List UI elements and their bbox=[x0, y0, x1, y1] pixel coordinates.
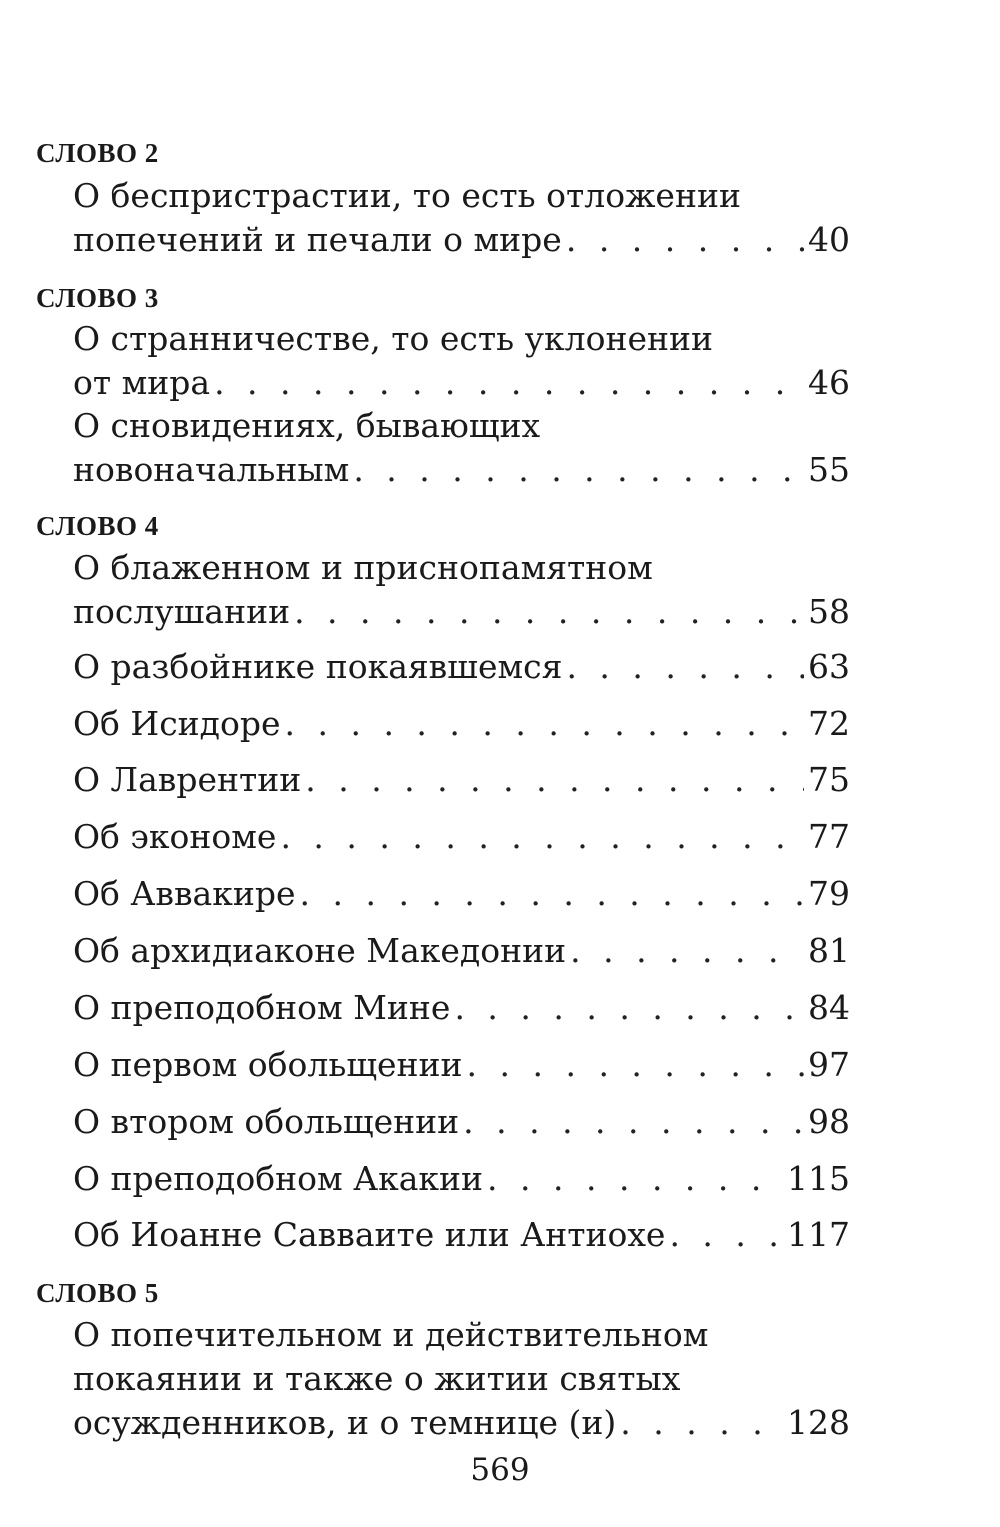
entry-title-line: Об Аввакире bbox=[73, 874, 296, 913]
page-number: 40 bbox=[808, 220, 850, 259]
entry-title-line: О сновидениях, бывающих bbox=[73, 406, 541, 445]
entry-title-line: попечений и печали о мире bbox=[73, 220, 562, 259]
entry-title-line: Об Иоанне Савваите или Антиохе bbox=[73, 1215, 666, 1254]
dot-leader bbox=[620, 1401, 783, 1445]
page-number: 115 bbox=[787, 1159, 850, 1198]
toc-entry[interactable] bbox=[73, 645, 850, 689]
entry-title-line: О преподобном Мине bbox=[73, 988, 451, 1027]
toc-entry[interactable] bbox=[73, 1313, 850, 1445]
entry-title-line: О втором обольщении bbox=[73, 1102, 460, 1141]
entry-title-line: Об Исидоре bbox=[73, 704, 281, 743]
page-number: 84 bbox=[808, 988, 850, 1027]
page-number: 79 bbox=[808, 874, 850, 913]
dot-leader bbox=[353, 448, 804, 492]
toc-entry[interactable] bbox=[73, 1043, 850, 1087]
toc-entry[interactable] bbox=[73, 174, 850, 262]
entry-title-line: О беспристрастии, то есть отложении bbox=[73, 176, 741, 215]
toc-entry[interactable] bbox=[73, 1157, 850, 1201]
toc-entry[interactable] bbox=[73, 404, 850, 492]
page-number: 98 bbox=[808, 1102, 850, 1141]
dot-leader bbox=[454, 986, 804, 1030]
section-heading: СЛОВО 3 bbox=[36, 283, 159, 313]
page-number: 128 bbox=[787, 1403, 850, 1442]
toc-entry[interactable] bbox=[73, 872, 850, 916]
page-number: 63 bbox=[808, 647, 850, 686]
section-heading: СЛОВО 2 bbox=[36, 138, 159, 168]
toc-entry[interactable] bbox=[73, 929, 850, 973]
page-number: 97 bbox=[808, 1045, 850, 1084]
toc-entry[interactable] bbox=[73, 815, 850, 859]
page-number: 117 bbox=[787, 1215, 850, 1254]
page-number: 72 bbox=[808, 704, 850, 743]
toc-entry[interactable] bbox=[73, 1100, 850, 1144]
entry-title-line: от мира bbox=[73, 363, 211, 402]
entry-title-line: послушании bbox=[73, 592, 291, 631]
toc-entry[interactable] bbox=[73, 758, 850, 802]
entry-title-line: Об экономе bbox=[73, 817, 277, 856]
toc-entry[interactable] bbox=[73, 702, 850, 746]
entry-title-line: О блаженном и приснопамятном bbox=[73, 548, 653, 587]
entry-title-line: О Лаврентии bbox=[73, 760, 302, 799]
page-number: 81 bbox=[808, 931, 850, 970]
toc-entry[interactable] bbox=[73, 1213, 850, 1257]
entry-title-line: О первом обольщении bbox=[73, 1045, 463, 1084]
entry-title-line: О попечительном и действительном bbox=[73, 1315, 709, 1354]
dot-leader bbox=[280, 815, 804, 859]
dot-leader bbox=[463, 1100, 804, 1144]
dot-leader bbox=[294, 590, 804, 634]
dot-leader bbox=[669, 1213, 783, 1257]
dot-leader bbox=[305, 758, 804, 802]
entry-title-line: Об архидиаконе Македонии bbox=[73, 931, 567, 970]
entry-title-line: О странничестве, то есть уклонении bbox=[73, 319, 713, 358]
entry-title-line: О преподобном Акакии bbox=[73, 1159, 484, 1198]
dot-leader bbox=[214, 361, 804, 405]
page-number: 58 bbox=[808, 592, 850, 631]
entry-title-line: новоначальным bbox=[73, 450, 350, 489]
dot-leader bbox=[467, 1043, 804, 1087]
page-number: 55 bbox=[808, 450, 850, 489]
section-heading: СЛОВО 5 bbox=[36, 1278, 159, 1308]
toc-entry[interactable] bbox=[73, 546, 850, 634]
toc-entry[interactable] bbox=[73, 317, 850, 405]
toc-entry[interactable] bbox=[73, 986, 850, 1030]
dot-leader bbox=[570, 929, 804, 973]
page-number: 75 bbox=[808, 760, 850, 799]
entry-title-line: покаянии и также о житии святых bbox=[73, 1359, 681, 1398]
entry-title-line: осужденников, и о темнице (и) bbox=[73, 1403, 617, 1442]
dot-leader bbox=[566, 218, 804, 262]
dot-leader bbox=[300, 872, 804, 916]
section-heading: СЛОВО 4 bbox=[36, 511, 159, 541]
dot-leader bbox=[285, 702, 804, 746]
page-number: 77 bbox=[808, 817, 850, 856]
page-number: 46 bbox=[808, 363, 850, 402]
folio-page-number: 569 bbox=[470, 1452, 530, 1488]
dot-leader bbox=[566, 645, 804, 689]
dot-leader bbox=[487, 1157, 783, 1201]
entry-title-line: О разбойнике покаявшемся bbox=[73, 647, 563, 686]
